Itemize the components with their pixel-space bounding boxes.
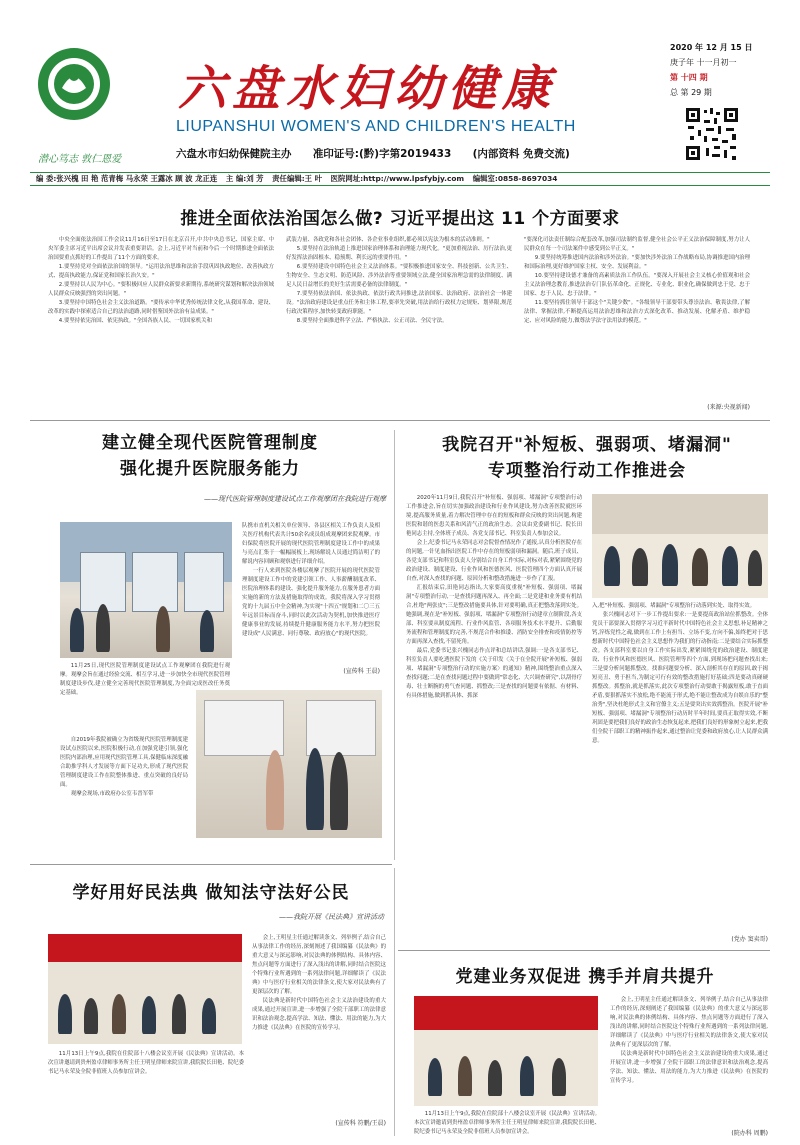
- article1-col3: [524, 236, 750, 400]
- a2r-p0: 队携市直机关相关单位领导、各县区相关工作负责人及相关医疗机构代表共计50余名成员组成观摩团来院观摩。市妇保院将医院开展的现代医院管理制度建设工作中的成果与亮点汇集于一幅幅展板上,现场解说人员通过简洁明了的解说内容回顾和观察进行详细介绍。: [242, 523, 380, 565]
- article2-left-col: [60, 736, 188, 844]
- article5-title: 党建业务双促进 携手并肩共提升: [455, 967, 715, 987]
- article4-subtitle: ——我院开展《民法典》宣讲活动: [279, 913, 384, 921]
- article1-col1: [48, 236, 274, 416]
- a3c1-p0: 2020年11月9日,我院召开"补短板、强弱项、堵漏洞"专项整治行动工作推进会,旨在切实加强政治建设和行业作风建设,努力改善医院就医环境,提高服务质量,着力解决管理中存在的短板和群众反映的突出问题,构建医院和谐的医患关系和风清气正的政治生态。会议由党委副书记、院长田艳同志主持,全体班子成员、各党支部书记、科室负责人参加会议。: [406, 495, 582, 537]
- a4c1-p1: 民法典是新时代中国特色社会主义法治建设的重大成果,通过开展宣讲,进一步增强了全院干部职工的法律意识和法治观念,提高学法、知法、懂法、用法的能力,为大力推进《民法典》在医院的宣传学习。: [252, 998, 386, 1031]
- sponsor-line: [176, 146, 676, 161]
- a3c1-p1: 会上,纪委书记马永荣同志对会院督查情况作了通报,认真分析医院存在的问题,一针见血指出医院工作中存在的短板弱项和漏洞。随后,班子成员、各党支部书记和科室负责人分别结合自身工作实际,对标对表,紧紧围绕党的政治建设、制度建设、行业作风和医德医风、医院管理四个方面认真开展自查,对深入查找的问题、原因分析和整改措施进一步作了汇报。: [406, 540, 582, 582]
- issue-number: 第 十四 期: [670, 73, 708, 82]
- a3c1-p3: 最后,党委书记张兴槐同志作点评和总结讲话,强调:一是各支部书记、科室负责人要吃透医院下发的《关于印发〈关于在全院开展"补短板、强弱项、堵漏洞"专项整治行动的实施方案〉的通知》精神,围绕整治重点深入查找问题;二是在查找问题过程中要做到"常态化、大兴调查研究",以刮骨疗毒、壮士断腕的勇气查问题、抓整改;三是查找的问题要有依据、有材料、有具体措施,做到抓具体、抓深: [406, 648, 582, 699]
- article5-col1: [610, 996, 768, 1124]
- a1c3-p0: "要深化司法责任制综合配套改革,加强司法制约监督,健全社会公平正义法治保障制度,努力让人民群众在每一个司法案件中感受到公平正义。": [524, 237, 750, 252]
- a1c1-p0: 中央全面依法治国工作会议11月16日至17日在北京召开,中共中央总书记、国家主席、中央军委主席习近平出席会议并发表重要讲话。会上,习近平对当前和今后一个时期推进全面依法治国要重点抓好的工作提出了11个方面的要求。: [48, 237, 274, 261]
- article2-subtitle: ——现代医院管理制度建设试点工作观摩团在我院进行观摩: [204, 495, 386, 503]
- article5-caption: 11月13日上午9点,我院在住院部十八楼会议室开展《民法典》宣讲活动。本次宣讲邀请到贵州盈卓律师事务所主任王明星律师来院宣讲,我院院长田艳、院纪委书记马永荣及全院非值班人员参加宣讲会。: [414, 1111, 600, 1135]
- a1c2-p2: 6.要坚持建设中国特色社会主义法治体系。"要积极推进国家安全、科技创新、公共卫生、生物安全、生态文明、防范风险、涉外法治等重要领域立法,健全国家治理急需的法律制度、满足人民日益增长的美好生活需要必备的法律制度。": [286, 264, 512, 288]
- article2-caption: 11月25日,现代医院管理制度建设试点工作观摩团在我院进行观摩。观摩会旨在通过经验交流、相互学习,进一步加快全市现代医院管理制度建设步伐,建立健全完善现代医院管理制度,为全面完成医改任务奠定基础。: [60, 663, 230, 696]
- article3-title-line2: 专项整治行动工作推进会: [488, 461, 686, 481]
- a5c1-p1: 民法典是新时代中国特色社会主义法治建设的重大成果,通过开展宣讲,进一步增强了全院干部职工的法律意识和法治观念,提高学法、知法、懂法、用法的能力,为大力推进《民法典》在医院的宣传学习。: [610, 1051, 768, 1084]
- qr-code-icon: [684, 106, 740, 162]
- duty-editor: 责任编辑:王 叶: [272, 174, 323, 183]
- a1c1-p4: 4.要坚持依宪治国、依宪执政。"全国各族人民、一切国家机关和: [58, 318, 212, 324]
- a1c2-p4: 8.要坚持全面推进科学立法、严格执法、公正司法、全民守法。: [296, 318, 448, 324]
- article3-photo: [592, 494, 768, 598]
- article2-right-col: [242, 522, 380, 666]
- article1-col2: [286, 236, 512, 416]
- phone: 编辑室:0858-8697034: [472, 174, 558, 183]
- credits-bar: [30, 172, 770, 186]
- website[interactable]: 医院网址:http://www.lpsfybjy.com: [330, 174, 465, 183]
- issue-box: [670, 40, 770, 100]
- permit: 准印证号:(黔)字第2019433: [312, 148, 452, 160]
- newspaper-title: 六盘水妇幼健康: [178, 61, 557, 117]
- issue-date: 2020 年 12 月 15 日: [670, 43, 753, 52]
- a3c2-p0: 入,把"补短板、强弱项、堵漏洞"专项整治行动落到实处、取得实效。: [592, 603, 756, 609]
- logo-slogan: 潜心笃志 敦仁恩爱: [38, 154, 122, 165]
- article2-photo1: [60, 522, 232, 658]
- article5-photo: [414, 996, 598, 1106]
- hospital-logo: [36, 44, 112, 124]
- article4-signature: (宣传科 符鹏/王晨): [335, 1120, 386, 1127]
- article5-signature: (院办科 周鹏): [731, 1130, 768, 1137]
- a1c3-p2: 10.要坚持建设德才兼备的高素质法治工作队伍。"要深入开展社会主义核心价值观和社会主义法治理念教育,推进法治专门队伍革命化、正规化、专业化、职业化,确保做到忠于党、忠于国家、忠于人民、忠于法律。": [524, 273, 750, 297]
- internal-note: (内部资料 免费交流): [472, 148, 570, 160]
- issue-lunar: 庚子年 十一月初一: [670, 58, 737, 67]
- a3c2-p1: 张兴槐同志对下一步工作提出要求:一是要提高政治站位抓整改。全体党员干部要深入贯彻学习习近平新时代中国特色社会主义思想,补足精神之钙,淬炼党性之魂,做到在工作上有担当、立场不变,方向不偏,始终把对于思想新时代中国特色社会主义思想作为我们的行动指南;二是要结合实际抓整改。各支部科室要以自身工作实际出发,紧紧围绕党的政治建设、制度建设、行业作风和医德医风、医院管理等四个方面,到现场把问题查找出来;三是要分析问题抓整改。找准问题要分析、深入剖析其存在的原因,敢于揭短亮丑、勇于担当,为制定可行有效的整改措施打好基础;四是要动真碰硬抓整改。抓整治,就是抓落实,此次专项整治行动要敢于揭露短板,敢于直面矛盾,要狠抓落实不放松,绝不能流于形式,绝不能让整改成为自娱自乐的"整治秀",坚决杜绝形式主义和官僚主义;五是要突出实效抓整治。医院开展"补短板、强弱项、堵漏洞"专项整治行动历时半年时间,要真正取得实效,不断巩固是要把我们良好的政治生态恢复起来,把我们良好的形象树立起来,把我们全院干部职工的精神振作起来,通过整治让党委和政府放心,让人民群众满意。: [592, 612, 768, 744]
- article4-photo: [48, 934, 242, 1044]
- editors: 编 委:张兴槐 田 艳 范青梅 马永荣 王露冰 顾 波 龙正连: [36, 174, 218, 183]
- article1-title: 推进全面依法治国怎么做? 习近平提出这 11 个方面要求: [180, 209, 620, 229]
- article4-caption: 11月13日上午9点,我院在住院部十八楼会议室开展《民法典》宣讲活动。本次宣讲邀请到贵州盈卓律师事务所主任王明星律师来院宣讲,我院院长田艳、院纪委书记马永荣及全院非值班人员参加宣讲会。: [48, 1051, 244, 1075]
- article3-title: [404, 432, 770, 484]
- a3c1-p2: 汇报结束后,田艳同志指出,大家要高度重视"补短板、强弱项、堵漏洞"专项整治行动,一是查找问题再深入、再全面;二是党建和业务要有机结合,杜绝"两张皮";三是整改措施要具体,针对要明确,真正把整改落到实处。她强调,现在是"补短板、强弱项、堵漏洞"专项整治行动建章立制阶段,各支部、科室要从制度流程、行业作风监管、各项服务技术水平提升、后勤服务流程和管理制度的完善,不规范合作和推诿、消防安全排查和疫情防控等方面再深入查找,不留死角。: [406, 585, 582, 645]
- a1c2-p3: 7.要坚持依法治国、依法执政、依法行政共同推进,法治国家、法治政府、法治社会一体建设。"法治政府建设是重点任务和主体工程,要率先突破,用法治给行政权力定规矩、划界限,规范行政决策程序,加快转变政府职能。": [286, 291, 512, 315]
- a1c3-p3: 11.要坚持抓住领导干部这个"关键少数"。"各级领导干部要带头尊崇法治、敬畏法律,了解法律、掌握法律,不断提高运用法治思维和法治方式深化改革、推动发展、化解矛盾、维护稳定、应对风险的能力,做尊法学法守法用法的模范。": [524, 300, 750, 324]
- article4-title: 学好用好民法典 做知法守法好公民: [72, 883, 350, 903]
- a1c1-p3: 3.要坚持中国特色社会主义法治道路。"要传承中华优秀传统法律文化,从我国革命、建设、改革的实践中探索适合自己的法治道路,同时借鉴国外法治有益成果。": [48, 300, 274, 315]
- a5c1-p0: 会上,王明星主任通过解读条文、列举例子,结合自己从事法律工作的经历,深刻阐述了我国编纂《民法典》的重大意义与深远影响,对民法典的体例结构、具体内容、焦点问题等方面进行了深入浅出的讲解,同时结合医院这个特殊行业所遇到的一系列法律问题,详细解读了《民法典》中与医疗行业相关的法律条文,使大家对民法典有了更深层次的了解。: [610, 997, 768, 1048]
- article4-col1: [252, 934, 386, 1114]
- article2-title-line2: 强化提升医院服务能力: [120, 459, 300, 479]
- article2-signature: (宣传科 王晨): [343, 668, 380, 675]
- article2-photo2: [196, 690, 382, 838]
- masthead: [0, 0, 800, 170]
- a2r-p1: 一行人来到医院各楼层观摩了医院开展的现代医院管理制度建设工作中的党建引领工作、人事薪酬制度改革、医院治理体系的建设、强化提升服务能力,在服务患者方面实施的新的方法及措施取得的成效。我院将深入学习贯彻党的十九届五中全会精神,为实现"十四五"规划和二〇三五年远景目标而奋斗,同时以此次活动为契机,加快推进医疗健康事业的发展,持续提升健康服务能力水平,努力把医院建设成"人民满意、同行尊敬、政府放心"的现代医院。: [242, 568, 380, 637]
- article3-title-line1: 我院召开"补短板、强弱项、堵漏洞": [442, 435, 732, 455]
- a4c1-p0: 会上,王明星主任通过解读条文、列举例子,结合自己从事法律工作的经历,深刻阐述了我国编纂《民法典》的重大意义与深远影响,对民法典的体例结构、具体内容、焦点问题等方面进行了深入浅出的讲解,同时结合医院这个特殊行业所遇到的一系列法律问题,详细解读了《民法典》中与医疗行业相关的法律条文,使大家对民法典有了更深层次的了解。: [252, 935, 386, 995]
- a2l-p1: 观摩会现场,市政府办公室韦晋军带: [70, 791, 154, 797]
- article3-signature: (党办 窦卖哥): [731, 936, 768, 943]
- sponsor: 六盘水市妇幼保健院主办: [176, 148, 292, 160]
- article1-source: (来源:央视新闻): [707, 404, 750, 411]
- a1c2-p0: 武装力量、各政党和各社会团体、各企业事业组织,都必须以宪法为根本的活动准则。": [286, 237, 490, 243]
- newspaper-title-en: LIUPANSHUI WOMEN'S AND CHILDREN'S HEALTH: [176, 118, 576, 135]
- article2-title-line1: 建立健全现代医院管理制度: [102, 433, 318, 453]
- a1c2-p1: 5.要坚持在法治轨道上推进国家治理体系和治理能力现代化。"更加重视法治、厉行法治,更好发挥法治固根本、稳预期、利长远的重要作用。": [286, 246, 512, 261]
- a1c1-p1: 1.要坚持党对全面依法治国的领导。"运用法治思维和法治手段巩固执政地位、改善执政方式、提高执政能力,保证党和国家长治久安。": [48, 264, 274, 279]
- a1c3-p1: 9.要坚持统筹推进国内法治和涉外法治。"要加快涉外法治工作战略布局,协调推进国内治理和国际治理,更好维护国家主权、安全、发展利益。": [524, 255, 750, 270]
- article3-col2: [592, 602, 768, 930]
- article2-title: [40, 430, 380, 482]
- a1c1-p2: 2.要坚持以人民为中心。"要积极回应人民群众新要求新期待,系统研究谋划和解决法治领域人民群众反映强烈的突出问题。": [48, 282, 274, 297]
- chief-editor: 主 编:刘 芳: [225, 174, 264, 183]
- issue-total: 总 第 29 期: [670, 88, 712, 97]
- a2l-p0: 自2019年我院被确立为省级现代医院管理制度建设试点医院以来,医院积极行动,在加强党建引领,强化医院内部治理,应用现代医院管理工具,保健临床深度融合助推学科人才发展等方面下足功夫,形成了现代医院管理制度建设工作在院整体推进、重点突破的良好局面。: [60, 737, 188, 788]
